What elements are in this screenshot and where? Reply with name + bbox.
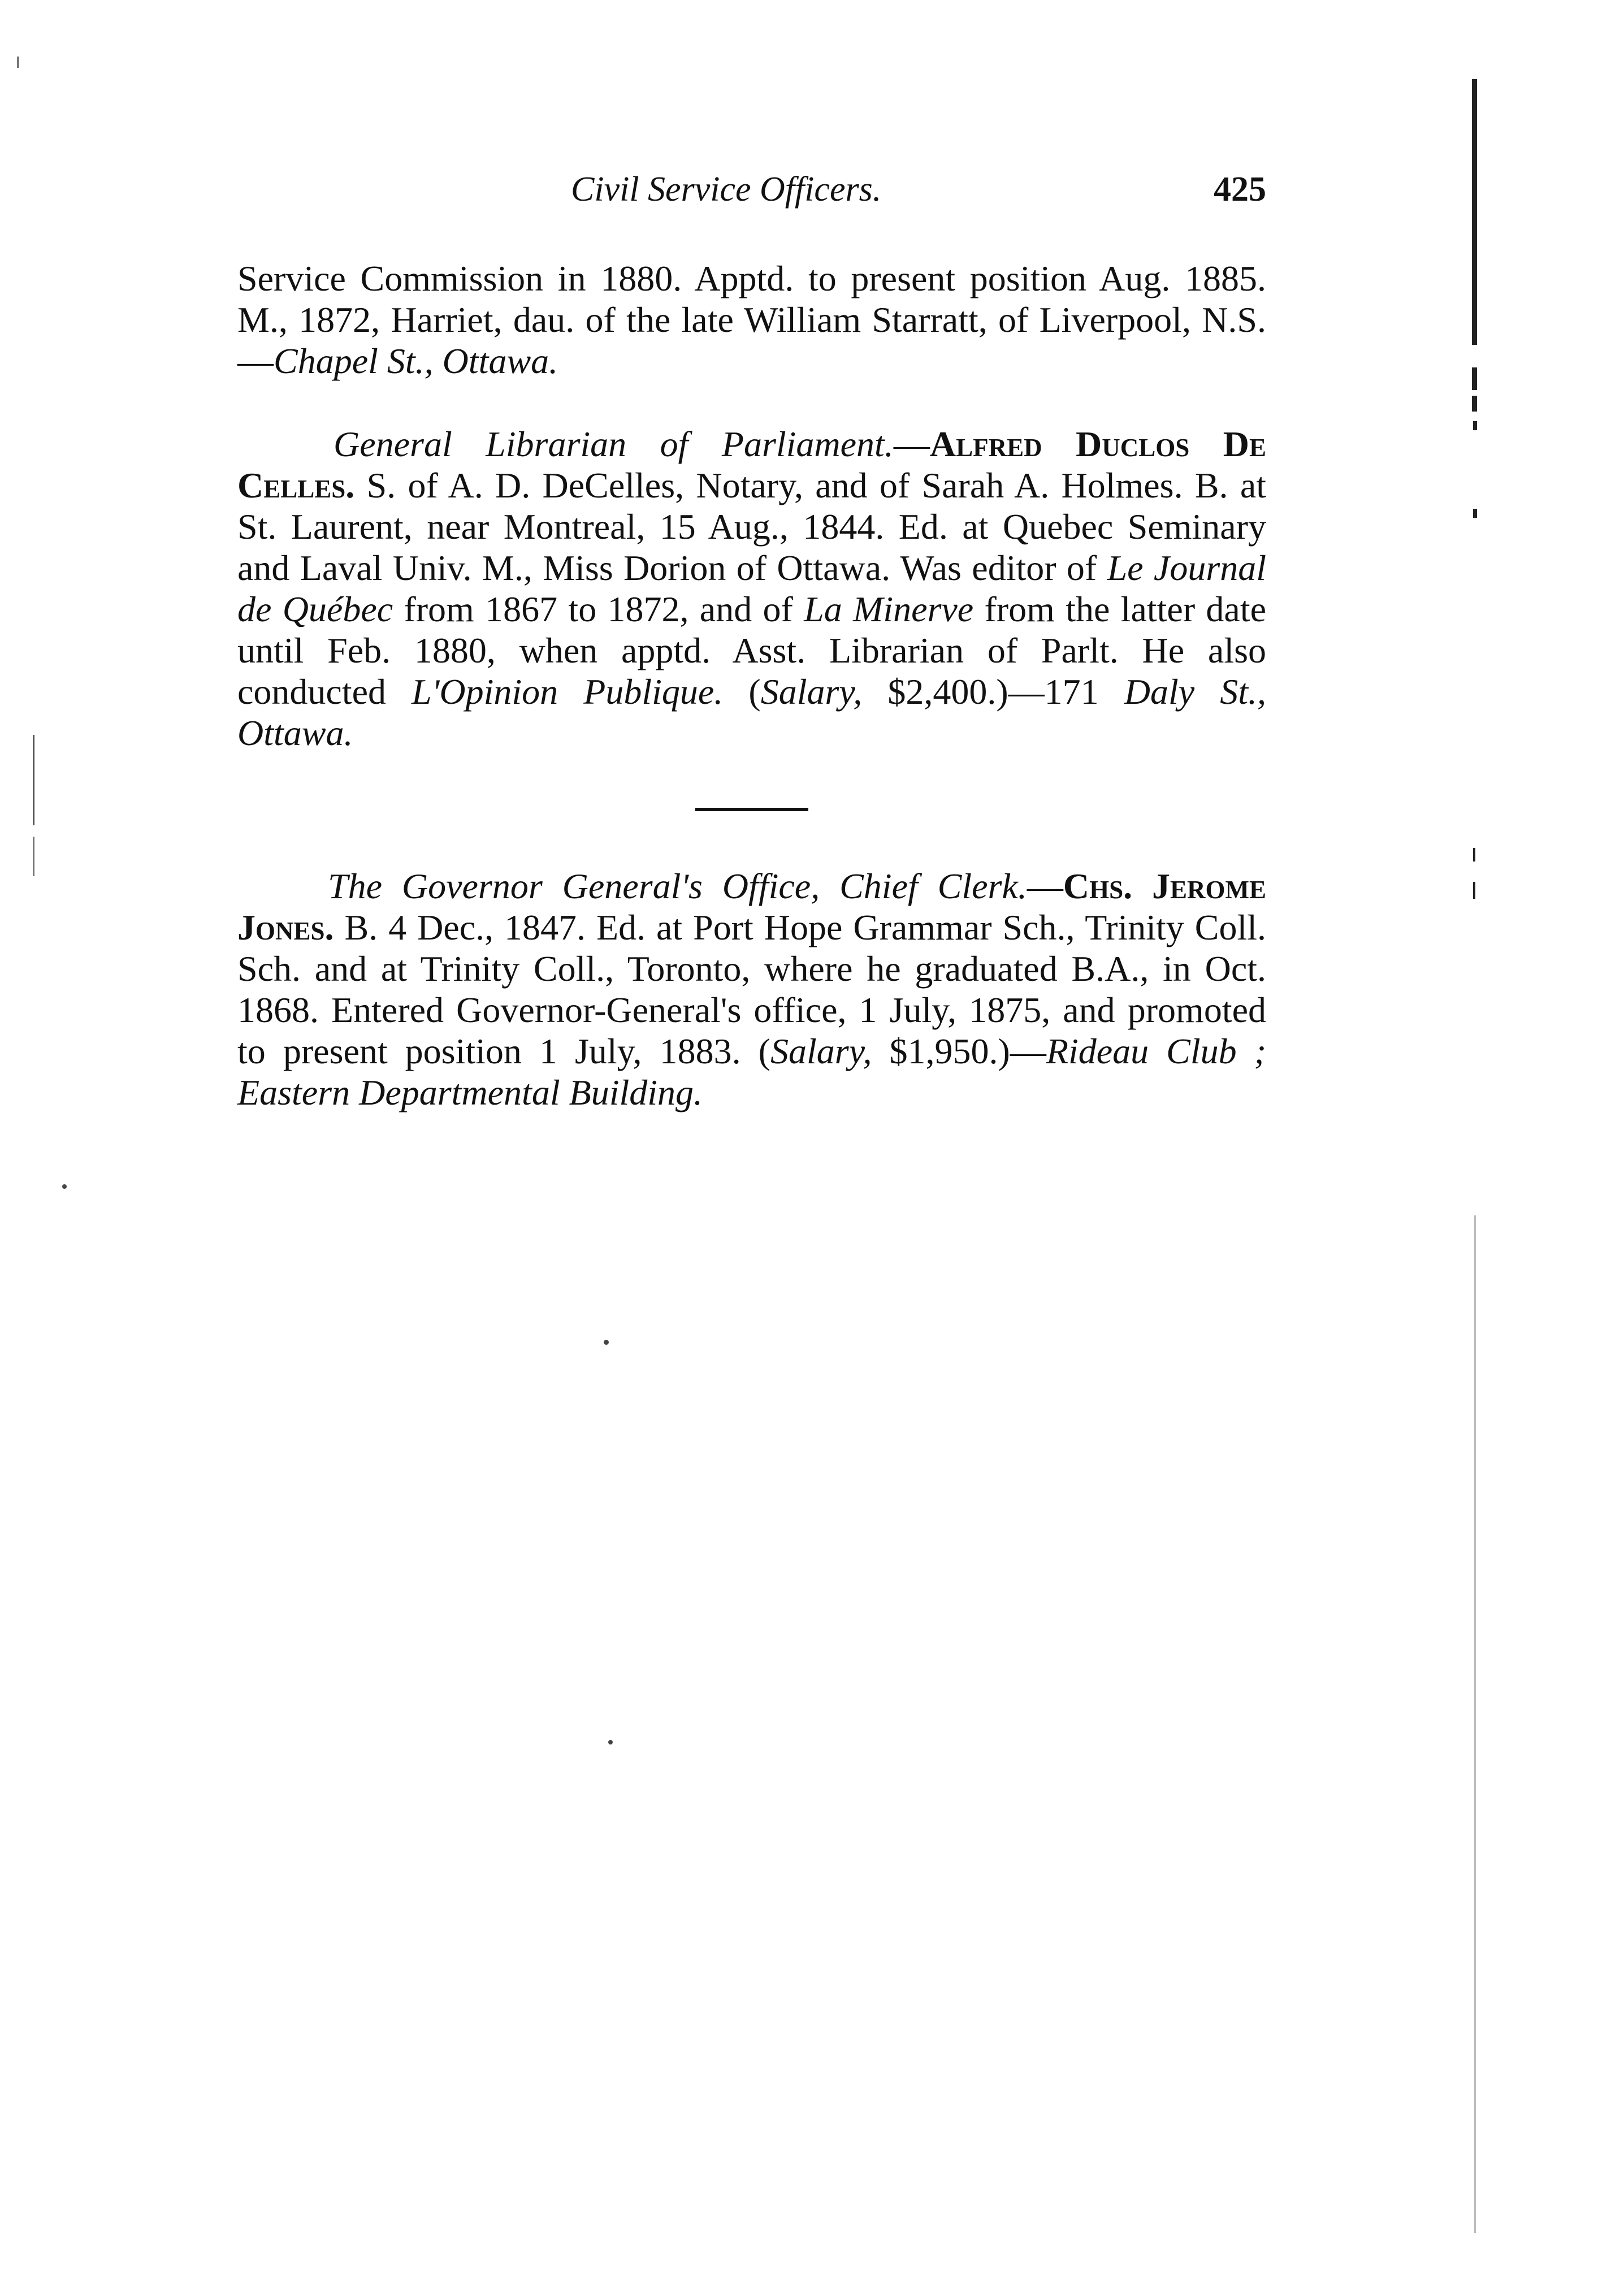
entry-general-librarian — [237, 423, 1266, 754]
entry-text: from the latter date until Feb. 1880, when apptd. Asst. Librarian of Parlt. He also conducted — [237, 589, 1267, 712]
office-title: General Librarian of Parliament. — [334, 424, 894, 464]
entry-text: from 1867 to 1872, and of — [393, 589, 804, 629]
entry-text: B. 4 Dec., 1847. Ed. at Port Hope Grammar Sch., Trinity Coll. Sch. and at Trinity Coll., Toronto, where he graduated B.A., in Oct. 1868. Entered Governor-General's office, 1 July, 1875, and promoted to present position 1 July, 1883. ( — [237, 907, 1266, 1071]
dash: — — [893, 424, 930, 464]
entry-address: Chapel St., Ottawa. — [274, 341, 558, 381]
entry-address: Daly St., Ottawa. — [237, 672, 1267, 753]
person-name: Chs. Jerome Jones. — [237, 866, 1266, 947]
text-column — [237, 170, 1266, 1113]
entry-continued — [237, 258, 1266, 382]
entry-text: ( — [723, 672, 761, 712]
person-name: Alfred Duclos De Celles. — [237, 424, 1266, 505]
newspaper-title: L'Opinion Publique. — [412, 672, 724, 712]
entry-governor-general-office — [237, 865, 1266, 1113]
dash: — — [1027, 866, 1063, 906]
salary-amount: $1,950.)— — [872, 1031, 1046, 1071]
newspaper-title: Le Journal de Québec — [237, 548, 1267, 629]
salary-label: Salary, — [760, 672, 863, 712]
section-rule — [695, 808, 808, 811]
running-title: Civil Service Officers. — [571, 170, 882, 209]
salary-amount: $2,400.)—171 — [862, 672, 1124, 712]
entry-text: Service Commission in 1880. Apptd. to present position Aug. 1885. M., 1872, Harriet, dau. of the late William Starratt, of Liverpool, N.S.— — [237, 258, 1266, 381]
office-title: The Governor General's Office, Chief Clerk. — [328, 866, 1027, 906]
newspaper-title: La Minerve — [804, 589, 974, 629]
salary-label: Salary, — [770, 1031, 872, 1071]
page-header — [237, 170, 1266, 220]
entry-address: Rideau Club ; Eastern Departmental Building. — [237, 1031, 1267, 1112]
entry-text: S. of A. D. DeCelles, Notary, and of Sarah A. Holmes. B. at St. Laurent, near Montreal, 15 Aug., 1844. Ed. at Quebec Seminary and Laval Univ. M., Miss Dorion of Ottawa. Was editor of — [237, 465, 1266, 588]
page-number: 425 — [1214, 170, 1266, 209]
